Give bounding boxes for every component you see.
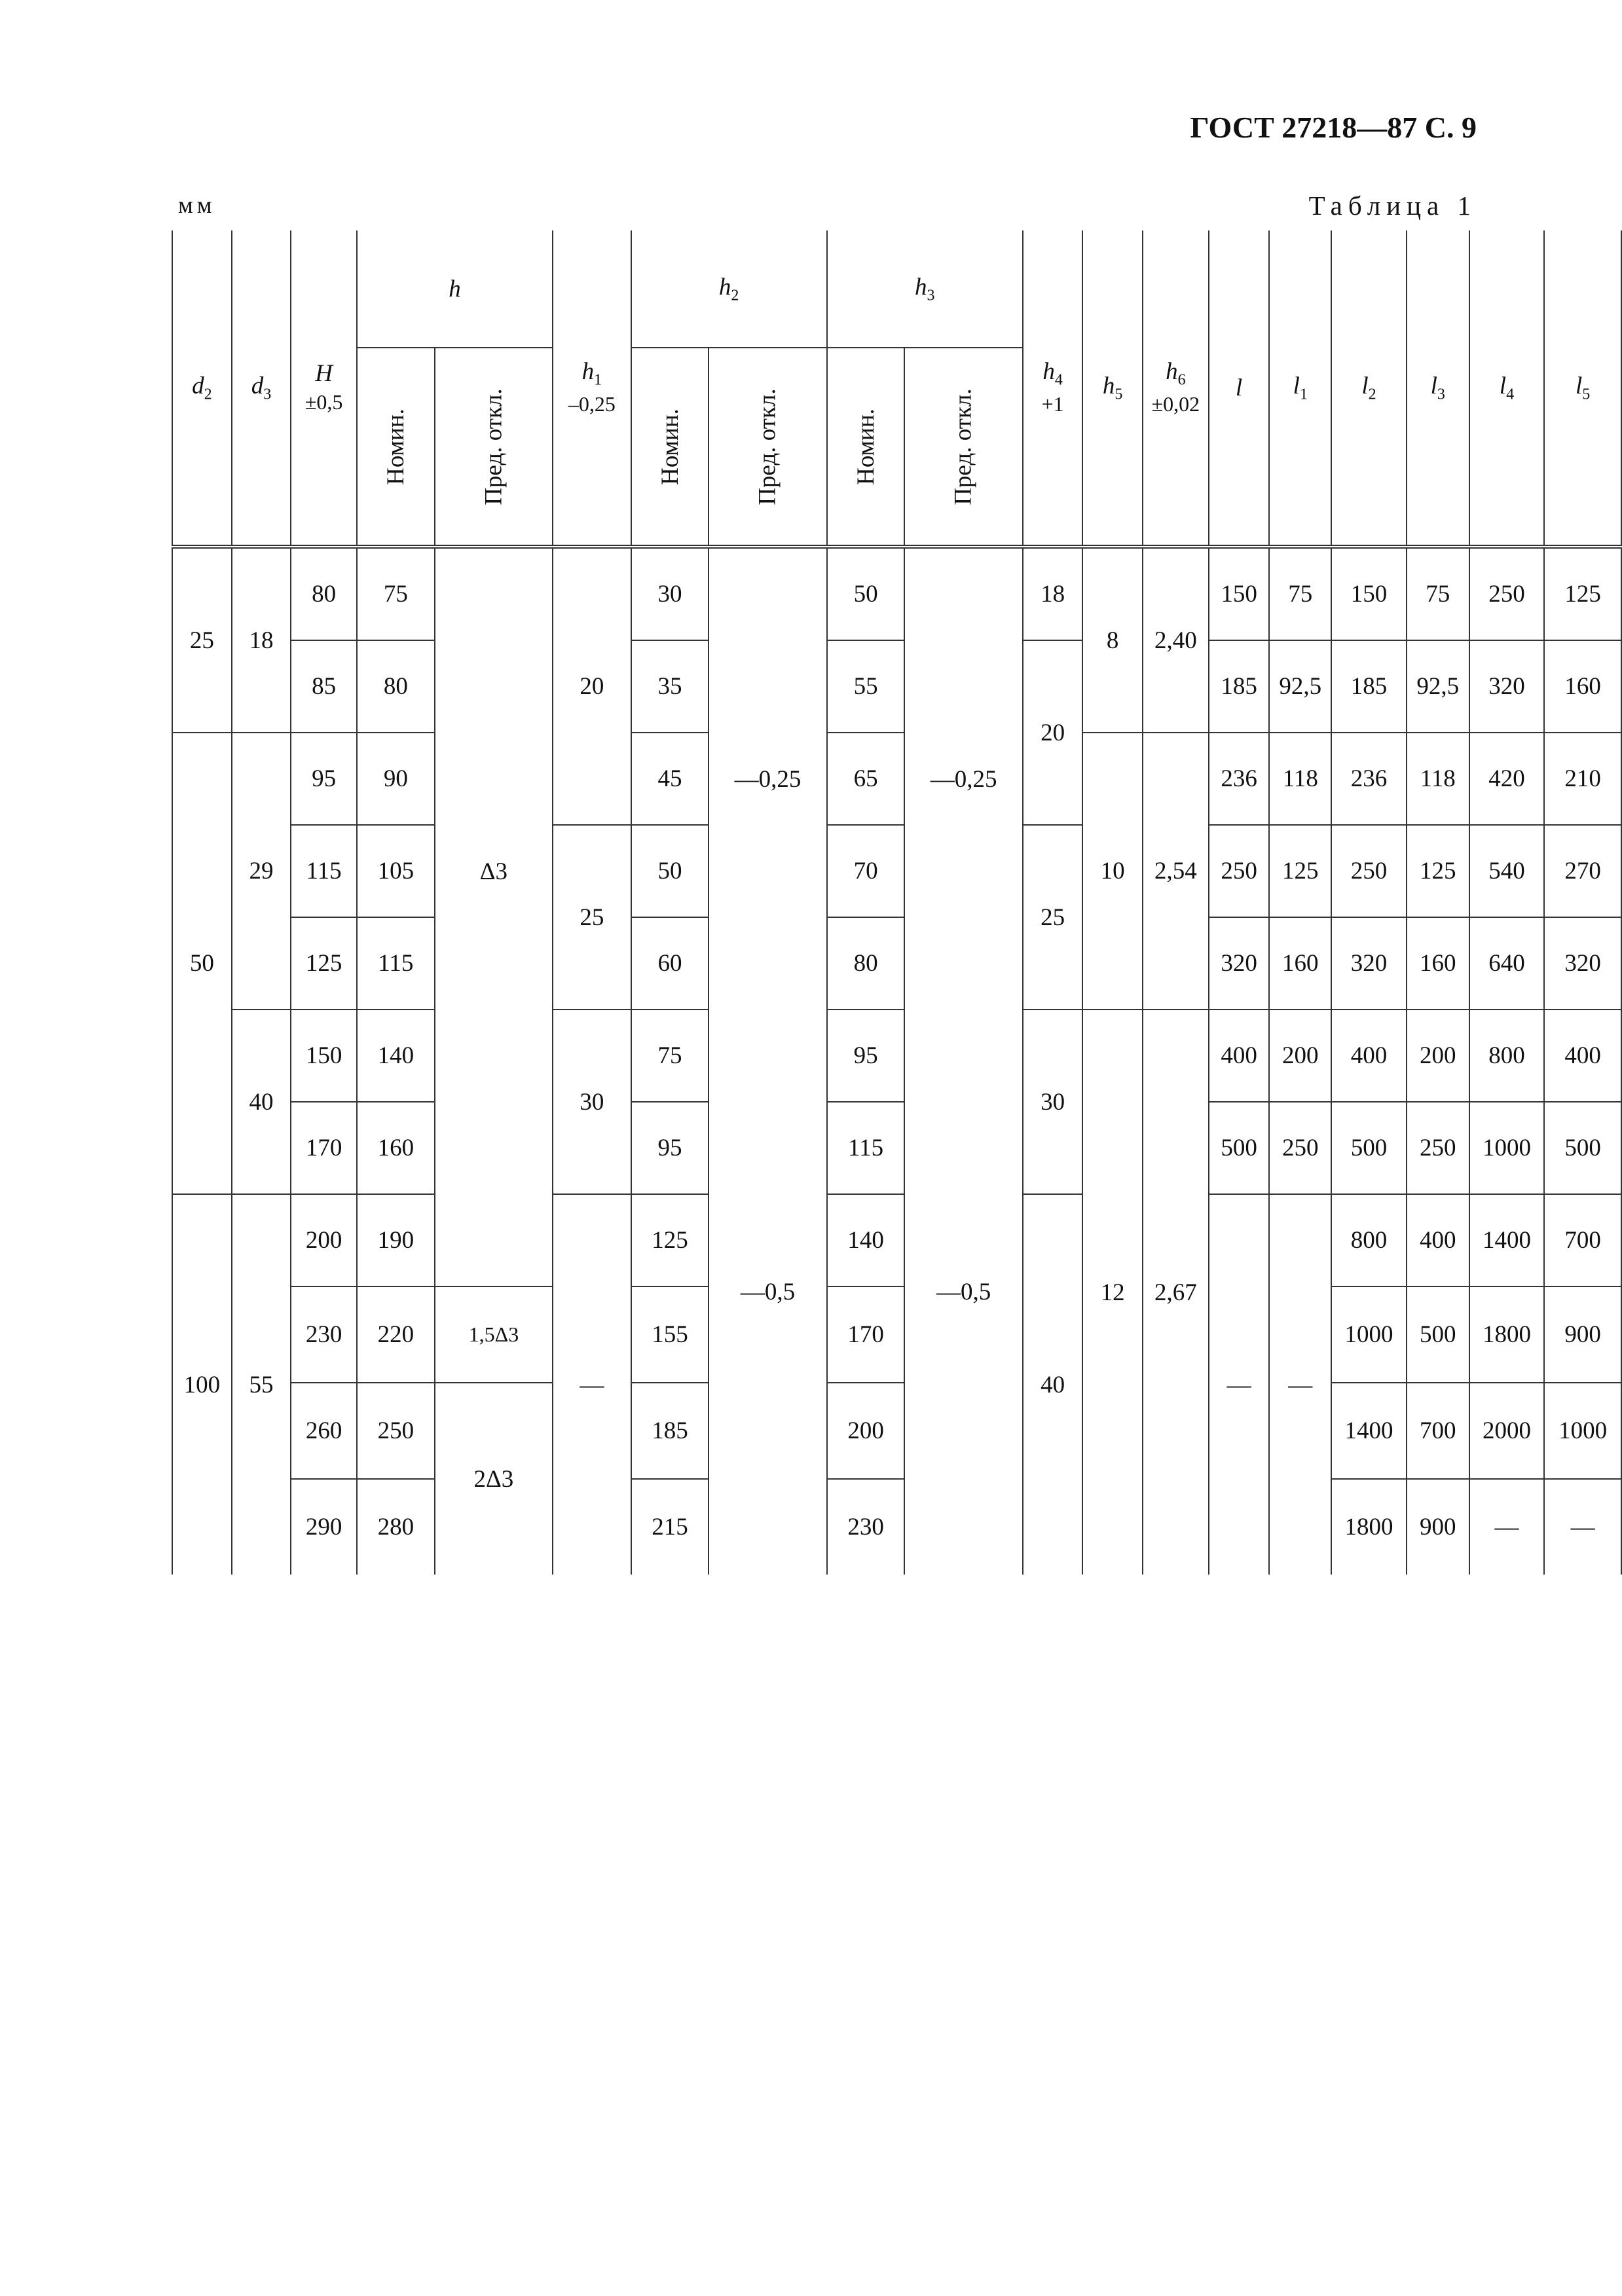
- header-h3-nom: Номин.: [827, 348, 905, 547]
- cell-l3: 700: [1407, 1383, 1469, 1479]
- table-row: [172, 1383, 1621, 1479]
- table-label: Таблица 1: [1308, 191, 1477, 221]
- header-h-nom: Номин.: [357, 348, 435, 547]
- cell-H: 85: [291, 640, 357, 733]
- header-d2: $d_2$: [172, 230, 232, 547]
- cell-l5: 160: [1544, 640, 1621, 733]
- cell-h3: 200: [827, 1383, 905, 1479]
- table-row: [172, 1479, 1621, 1575]
- cell-h: 160: [357, 1102, 435, 1194]
- cell-l3: 200: [1407, 1010, 1469, 1102]
- cell-h3: 230: [827, 1479, 905, 1575]
- cell-l: 150: [1209, 547, 1270, 640]
- unit-label: мм: [178, 192, 216, 218]
- cell-l4: 640: [1469, 917, 1545, 1010]
- cell-l2: 320: [1331, 917, 1407, 1010]
- cell-h: 75: [357, 547, 435, 640]
- cell-l5: 210: [1544, 733, 1621, 825]
- cell-H: 125: [291, 917, 357, 1010]
- cell-H: 230: [291, 1286, 357, 1383]
- cell-H: 200: [291, 1194, 357, 1286]
- cell-h2: 215: [631, 1479, 709, 1575]
- cell-l1: 75: [1269, 547, 1331, 640]
- cell-l: 250: [1209, 825, 1270, 917]
- cell-h3: 50: [827, 547, 905, 640]
- cell-h3: 55: [827, 640, 905, 733]
- header-h1: $h_1$ –0,25: [553, 230, 631, 547]
- cell-l4: —: [1469, 1479, 1545, 1575]
- table-row: [172, 1010, 1621, 1102]
- cell-l4: 800: [1469, 1010, 1545, 1102]
- cell-h4: 25: [1023, 825, 1083, 1010]
- cell-h3: 170: [827, 1286, 905, 1383]
- cell-h6: 2,67: [1143, 1010, 1209, 1575]
- data-table: [172, 230, 1622, 1575]
- cell-H: 150: [291, 1010, 357, 1102]
- cell-h2: 45: [631, 733, 709, 825]
- cell-h: 140: [357, 1010, 435, 1102]
- cell-l5: 700: [1544, 1194, 1621, 1286]
- cell-h4: 30: [1023, 1010, 1083, 1194]
- cell-h1: 20: [553, 547, 631, 825]
- cell-h6: 2,40: [1143, 547, 1209, 733]
- cell-h3: 65: [827, 733, 905, 825]
- cell-d2: 100: [172, 1194, 232, 1575]
- cell-H: 95: [291, 733, 357, 825]
- cell-l2: 185: [1331, 640, 1407, 733]
- header-h6: $h_6$ ±0,02: [1143, 230, 1209, 547]
- header-h3-dev: Пред. откл.: [904, 348, 1022, 547]
- cell-l2: 236: [1331, 733, 1407, 825]
- cell-l2: 500: [1331, 1102, 1407, 1194]
- cell-h3: 80: [827, 917, 905, 1010]
- cell-h2-dev: —0,5: [709, 1010, 826, 1575]
- cell-h: 115: [357, 917, 435, 1010]
- cell-l3: 118: [1407, 733, 1469, 825]
- header-l3: $l_3$: [1407, 230, 1469, 547]
- header-h: h: [357, 230, 553, 348]
- cell-l5: 900: [1544, 1286, 1621, 1383]
- header-h2-nom: Номин.: [631, 348, 709, 547]
- cell-l3: 900: [1407, 1479, 1469, 1575]
- table-row: [172, 1194, 1621, 1286]
- cell-h2: 30: [631, 547, 709, 640]
- header-h5: $h_5$: [1082, 230, 1143, 547]
- cell-h3: 140: [827, 1194, 905, 1286]
- cell-l2: 1400: [1331, 1383, 1407, 1479]
- cell-l5: —: [1544, 1479, 1621, 1575]
- header-h-dev: Пред. откл.: [435, 348, 553, 547]
- cell-h: 220: [357, 1286, 435, 1383]
- cell-l4: 1000: [1469, 1102, 1545, 1194]
- cell-h3: 115: [827, 1102, 905, 1194]
- header-d3: $d_3$: [232, 230, 291, 547]
- cell-l4: 1400: [1469, 1194, 1545, 1286]
- cell-h2-dev: —0,25: [709, 547, 826, 1010]
- cell-l3: 92,5: [1407, 640, 1469, 733]
- table-row: [172, 640, 1621, 733]
- cell-H: 170: [291, 1102, 357, 1194]
- cell-h: 80: [357, 640, 435, 733]
- cell-l5: 400: [1544, 1010, 1621, 1102]
- table-row: [172, 917, 1621, 1010]
- cell-h3: 95: [827, 1010, 905, 1102]
- cell-l: 236: [1209, 733, 1270, 825]
- cell-l: 400: [1209, 1010, 1270, 1102]
- cell-h3-dev: —0,25: [904, 547, 1022, 1010]
- cell-l5: 270: [1544, 825, 1621, 917]
- cell-l1: 250: [1269, 1102, 1331, 1194]
- cell-h1: 30: [553, 1010, 631, 1194]
- cell-h5: 12: [1082, 1010, 1143, 1575]
- cell-l: 320: [1209, 917, 1270, 1010]
- cell-l2: 1000: [1331, 1286, 1407, 1383]
- cell-h5: 10: [1082, 733, 1143, 1010]
- header-h4: $h_4$ +1: [1023, 230, 1083, 547]
- cell-h2: 75: [631, 1010, 709, 1102]
- cell-l2: 250: [1331, 825, 1407, 917]
- cell-l1: 160: [1269, 917, 1331, 1010]
- cell-l2: 800: [1331, 1194, 1407, 1286]
- cell-l1: 125: [1269, 825, 1331, 917]
- cell-l1: 200: [1269, 1010, 1331, 1102]
- cell-l3: 400: [1407, 1194, 1469, 1286]
- header-l4: $l_4$: [1469, 230, 1545, 547]
- cell-l5: 125: [1544, 547, 1621, 640]
- cell-l5: 500: [1544, 1102, 1621, 1194]
- table-row: [172, 547, 1621, 640]
- table-row: [172, 825, 1621, 917]
- cell-d3: 18: [232, 547, 291, 733]
- cell-d2: 50: [172, 733, 232, 1194]
- cell-d2: 25: [172, 547, 232, 733]
- cell-l3: 250: [1407, 1102, 1469, 1194]
- cell-l1: —: [1269, 1194, 1331, 1575]
- header-h2-dev: Пред. откл.: [709, 348, 826, 547]
- cell-h: 105: [357, 825, 435, 917]
- cell-h-dev: 1,5Δ3: [435, 1286, 553, 1383]
- cell-h-dev: Δ3: [435, 547, 553, 1194]
- cell-h2: 185: [631, 1383, 709, 1479]
- page-header: ГОСТ 27218—87 С. 9: [1190, 111, 1477, 144]
- cell-h-dev-empty: [435, 1194, 553, 1286]
- cell-H: 115: [291, 825, 357, 917]
- cell-d3: 55: [232, 1194, 291, 1575]
- cell-d3: 29: [232, 733, 291, 1010]
- cell-h3-dev: —0,5: [904, 1010, 1022, 1575]
- cell-l4: 540: [1469, 825, 1545, 917]
- cell-l1: 118: [1269, 733, 1331, 825]
- table-row: [172, 1102, 1621, 1194]
- cell-l4: 420: [1469, 733, 1545, 825]
- cell-h2: 125: [631, 1194, 709, 1286]
- cell-h1: 25: [553, 825, 631, 1010]
- cell-l4: 1800: [1469, 1286, 1545, 1383]
- cell-d3: 40: [232, 1010, 291, 1194]
- cell-h1: —: [553, 1194, 631, 1575]
- cell-l5: 320: [1544, 917, 1621, 1010]
- cell-l2: 1800: [1331, 1479, 1407, 1575]
- cell-l1: 92,5: [1269, 640, 1331, 733]
- cell-l2: 400: [1331, 1010, 1407, 1102]
- cell-h4: 18: [1023, 547, 1083, 640]
- cell-h2: 60: [631, 917, 709, 1010]
- header-h3: $h_3$: [827, 230, 1023, 348]
- cell-h6: 2,54: [1143, 733, 1209, 1010]
- cell-H: 80: [291, 547, 357, 640]
- header-l5: $l_5$: [1544, 230, 1621, 547]
- cell-h: 280: [357, 1479, 435, 1575]
- cell-h5: 8: [1082, 547, 1143, 733]
- cell-h: 90: [357, 733, 435, 825]
- cell-l: 500: [1209, 1102, 1270, 1194]
- cell-H: 290: [291, 1479, 357, 1575]
- cell-H: 260: [291, 1383, 357, 1479]
- cell-l4: 320: [1469, 640, 1545, 733]
- cell-h2: 95: [631, 1102, 709, 1194]
- cell-l5: 1000: [1544, 1383, 1621, 1479]
- cell-l3: 125: [1407, 825, 1469, 917]
- cell-h4: 40: [1023, 1194, 1083, 1575]
- cell-h3: 70: [827, 825, 905, 917]
- header-h2: $h_2$: [631, 230, 827, 348]
- header-l1: $l_1$: [1269, 230, 1331, 547]
- cell-l4: 2000: [1469, 1383, 1545, 1479]
- cell-l: —: [1209, 1194, 1270, 1575]
- table-row: [172, 1286, 1621, 1383]
- cell-h: 250: [357, 1383, 435, 1479]
- cell-h4: 20: [1023, 640, 1083, 825]
- cell-h2: 155: [631, 1286, 709, 1383]
- cell-l3: 500: [1407, 1286, 1469, 1383]
- cell-l3: 160: [1407, 917, 1469, 1010]
- cell-l4: 250: [1469, 547, 1545, 640]
- cell-l2: 150: [1331, 547, 1407, 640]
- table-row: [172, 733, 1621, 825]
- cell-h2: 35: [631, 640, 709, 733]
- cell-h: 190: [357, 1194, 435, 1286]
- cell-h-dev: 2Δ3: [435, 1383, 553, 1575]
- header-H: H ±0,5: [291, 230, 357, 547]
- header-l: l: [1209, 230, 1270, 547]
- header-l2: $l_2$: [1331, 230, 1407, 547]
- cell-l: 185: [1209, 640, 1270, 733]
- cell-h2: 50: [631, 825, 709, 917]
- cell-l3: 75: [1407, 547, 1469, 640]
